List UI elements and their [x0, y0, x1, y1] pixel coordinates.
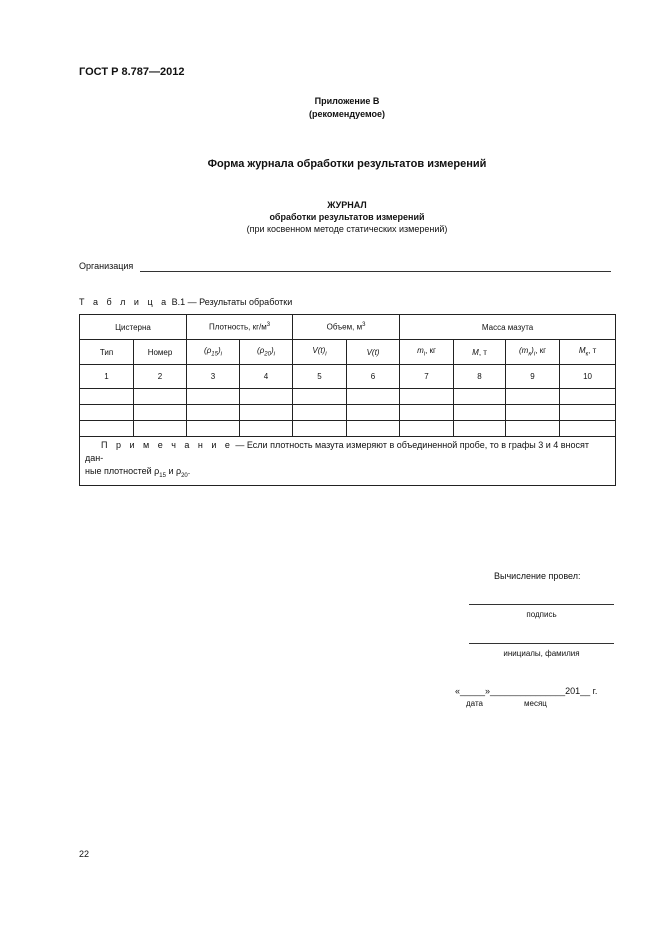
- note-sub-15: 15: [159, 472, 166, 479]
- note-text-2: ные плотностей ρ: [85, 466, 160, 476]
- col-number-cell: 3: [187, 365, 240, 389]
- col-number-cell: 8: [454, 365, 506, 389]
- col-rho20: [240, 340, 293, 365]
- rho20-close: ): [270, 346, 274, 356]
- mi-i: i: [423, 351, 426, 358]
- table-note-row: [80, 437, 616, 486]
- table-cell[interactable]: [347, 421, 400, 437]
- mi-unit: , кг: [425, 346, 436, 356]
- vti-text: V(t): [312, 346, 326, 356]
- table-cell[interactable]: [454, 421, 506, 437]
- Mk-text: M: [578, 346, 586, 356]
- signature-label: подпись: [526, 610, 557, 619]
- appendix-title: Приложение В: [314, 96, 380, 106]
- table-cell[interactable]: [347, 405, 400, 421]
- table-cell[interactable]: [134, 421, 187, 437]
- Mk-sub: к: [585, 351, 589, 358]
- signature-line: [469, 604, 614, 605]
- table-column-header-row: [80, 340, 616, 365]
- table-cell[interactable]: [187, 421, 240, 437]
- col-number-cell: 7: [400, 365, 454, 389]
- mki-open: (m: [519, 346, 529, 356]
- mki-close: ): [531, 346, 534, 356]
- table-cell[interactable]: [134, 405, 187, 421]
- results-table: [79, 314, 616, 486]
- table-row: [80, 405, 616, 421]
- col-vti: [293, 340, 347, 365]
- header-volume: [293, 315, 400, 340]
- table-caption-rest: В.1 — Результаты обработки: [169, 297, 293, 307]
- rho20-open: (ρ: [257, 346, 265, 356]
- col-number: Номер: [134, 340, 187, 365]
- note-sub-20: 20: [181, 472, 188, 479]
- note-prefix: П р и м е ч а н и е: [101, 440, 233, 450]
- Mk-unit: , т: [588, 346, 597, 356]
- date-label: дата: [466, 699, 483, 708]
- table-row: [80, 389, 616, 405]
- table-cell[interactable]: [187, 389, 240, 405]
- col-number-cell: 5: [293, 365, 347, 389]
- document-standard-header: ГОСТ Р 8.787—2012: [79, 66, 185, 78]
- table-cell[interactable]: [240, 421, 293, 437]
- mki-sub: к: [528, 351, 532, 358]
- table-cell[interactable]: [80, 405, 134, 421]
- table-cell[interactable]: [400, 389, 454, 405]
- table-cell[interactable]: [560, 405, 616, 421]
- table-cell[interactable]: [293, 389, 347, 405]
- table-cell[interactable]: [293, 421, 347, 437]
- rho15-i: i: [220, 351, 222, 358]
- table-cell[interactable]: [400, 421, 454, 437]
- computed-by-label: Вычисление провел:: [494, 571, 581, 581]
- table-caption: [79, 297, 292, 307]
- table-cell[interactable]: [560, 421, 616, 437]
- table-cell[interactable]: [240, 389, 293, 405]
- vti-i: i: [325, 351, 327, 358]
- header-volume-sup: 3: [362, 322, 366, 329]
- name-line: [469, 643, 614, 644]
- M-text: M: [472, 347, 479, 357]
- appendix-status: (рекомендуемое): [309, 109, 385, 119]
- table-cell[interactable]: [187, 405, 240, 421]
- table-cell[interactable]: [80, 421, 134, 437]
- header-density: [187, 315, 293, 340]
- table-caption-prefix: Т а б л и ц а: [79, 297, 170, 307]
- col-number-cell: 1: [80, 365, 134, 389]
- rho15-open: (ρ: [204, 346, 212, 356]
- col-rho15: [187, 340, 240, 365]
- header-density-sup: 3: [266, 322, 271, 329]
- table-row: [80, 421, 616, 437]
- name-label: инициалы, фамилия: [503, 649, 580, 658]
- table-cell[interactable]: [80, 389, 134, 405]
- page-number: 22: [79, 849, 90, 859]
- table-cell[interactable]: [240, 405, 293, 421]
- table-cell[interactable]: [293, 405, 347, 421]
- table-group-header-row: [80, 315, 616, 340]
- table-cell[interactable]: [506, 389, 560, 405]
- table-cell[interactable]: [560, 389, 616, 405]
- organization-label: Организация: [79, 261, 134, 271]
- col-vt: [347, 340, 400, 365]
- note-end: .: [187, 466, 191, 476]
- rho20-sub: 20: [264, 351, 271, 358]
- col-mi: [400, 340, 454, 365]
- organization-field-line: [140, 271, 611, 272]
- rho20-i: i: [273, 351, 275, 358]
- note-text-1: — Если плотность мазута измеряют в объединенной пробе, то в графы 3 и 4 вносят дан-: [85, 440, 589, 463]
- journal-subtitle: обработки результатов измерений: [269, 212, 425, 222]
- header-density-text: Плотность, кг/м: [208, 322, 267, 332]
- vt-text: V(t): [366, 347, 380, 357]
- header-volume-text: Объем, м: [326, 322, 363, 332]
- col-number-cell: 9: [506, 365, 560, 389]
- table-cell[interactable]: [454, 405, 506, 421]
- header-mass: Масса мазута: [400, 315, 616, 340]
- col-mki: [506, 340, 560, 365]
- table-cell[interactable]: [134, 389, 187, 405]
- table-note: [80, 437, 616, 486]
- col-number-cell: 10: [560, 365, 616, 389]
- col-number-cell: 4: [240, 365, 293, 389]
- rho15-sub: 15: [211, 351, 218, 358]
- table-cell[interactable]: [506, 421, 560, 437]
- col-number-cell: 6: [347, 365, 400, 389]
- table-cell[interactable]: [400, 405, 454, 421]
- header-tank: Цистерна: [80, 315, 187, 340]
- col-type: Тип: [80, 340, 134, 365]
- mi-text: m: [417, 346, 424, 356]
- mki-i: i: [533, 351, 536, 358]
- journal-method: (при косвенном методе статических измерений): [246, 224, 448, 234]
- rho15-close: ): [217, 346, 221, 356]
- table-cell[interactable]: [506, 405, 560, 421]
- M-unit: , т: [478, 347, 487, 357]
- form-title: Форма журнала обработки результатов измерений: [207, 158, 487, 170]
- col-Mk: [560, 340, 616, 365]
- journal-title: ЖУРНАЛ: [327, 200, 367, 210]
- mki-unit: , кг: [535, 346, 547, 356]
- table-cell[interactable]: [454, 389, 506, 405]
- col-number-cell: 2: [134, 365, 187, 389]
- note-and: и ρ: [165, 466, 182, 476]
- table-cell[interactable]: [347, 389, 400, 405]
- month-label: месяц: [524, 699, 547, 708]
- col-M: [454, 340, 506, 365]
- column-number-row: [80, 365, 616, 389]
- date-field: «_____»_______________201__ г.: [455, 686, 598, 696]
